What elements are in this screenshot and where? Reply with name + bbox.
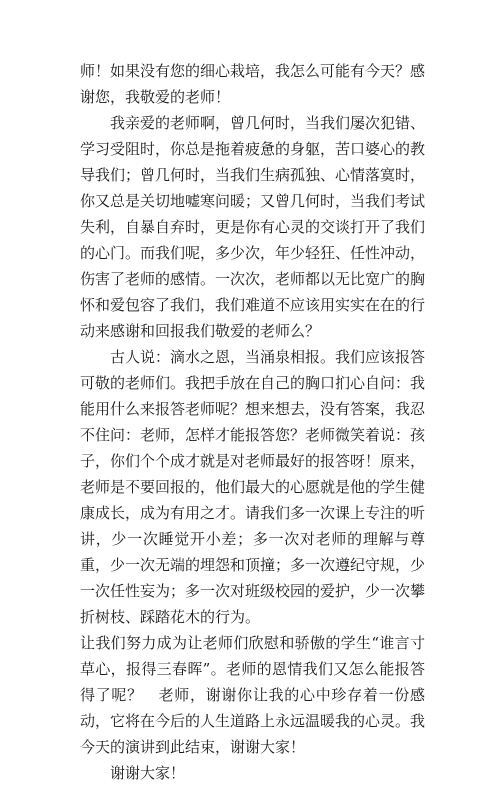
paragraph-2: 我亲爱的老师啊，曾几何时，当我们屡次犯错、学习受阻时，你总是拖着疲惫的身躯，苦口婆心的教导我们；曾几何时，当我们生病孤独、心情落寞时，你又总是关切地嘘寒问暖；又曾几何时，当我们考试失利，自暴自弃时，更是你有心灵的交谈打开了我们的心门。而我们呢，多少次，年少轻狂、任性冲动，伤害了老师的感情。一次次，老师都以无比宽广的胸怀和爱包容了我们，我们难道不应该用实实在在的行动来感谢和回报我们敬爱的老师么？ bbox=[80, 114, 426, 340]
speech-text-block bbox=[80, 58, 425, 786]
paragraph-3: 古人说：滴水之恩，当涌泉相报。我们应该报答可敬的老师们。我把手放在自己的胸口扪心自问：我能用什么来报答老师呢？想来想去，没有答案，我忍不住问：老师，怎样才能报答您？老师微笑着说：孩子，你们个个成才就是对老师最好的报答呀！原来，老师是不要回报的，他们最大的心愿就是他的学生健康成长，成为有用之才。请我们多一次课上专注的听讲，少一次睡觉开小差；多一次对老师的理解与尊重，少一次无端的埋怨和顶撞；多一次遵纪守规，少一次任性妄为；多一次对班级校园的爱护，少一次攀折树枝、踩踏花木的行为。 bbox=[80, 348, 426, 626]
paragraph-5: 谢谢大家！ bbox=[110, 764, 186, 782]
paragraph-4: 让我们努力成为让老师们欣慰和骄傲的学生“谁言寸草心，报得三春晖”。老师的恩情我们又怎么能报答得了呢？ 老师，谢谢你让我的心中珍存着一份感动，它将在今后的人生道路上永远温暖我的心灵。我今天的演讲到此结束，谢谢大家！ bbox=[80, 634, 426, 756]
paragraph-1: 师！如果没有您的细心栽培，我怎么可能有今天？感谢您，我敬爱的老师！ bbox=[80, 62, 426, 106]
